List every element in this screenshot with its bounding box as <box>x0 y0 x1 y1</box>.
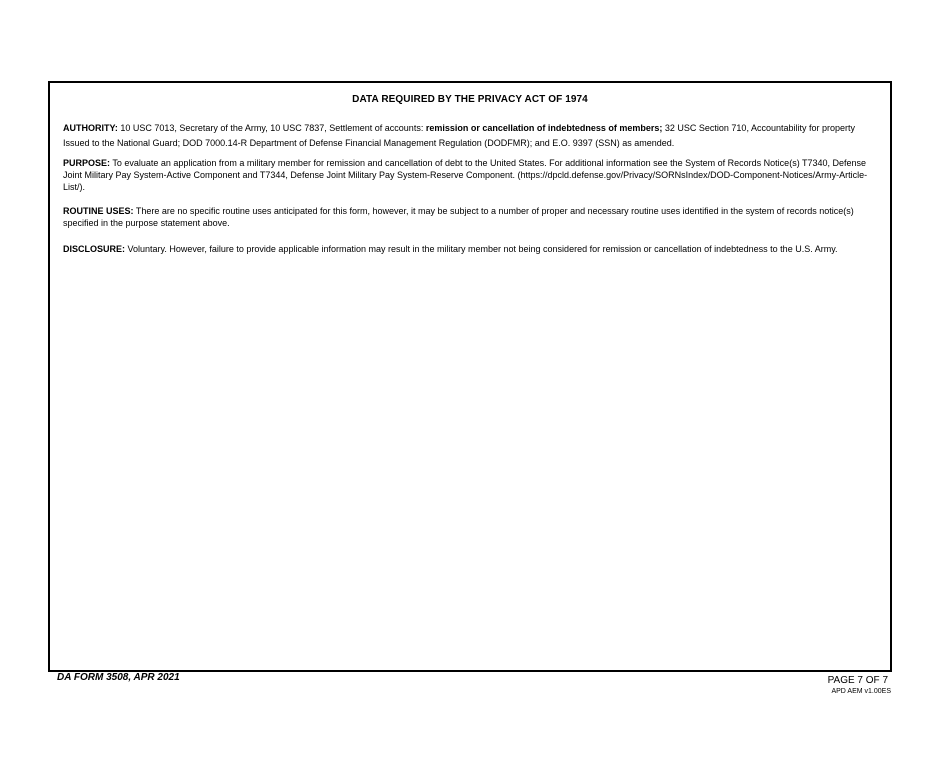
routine-uses-paragraph <box>63 205 881 229</box>
privacy-act-statement-box <box>48 81 892 672</box>
authority-text-part2: 32 USC Section 710, Accountability for property Issued to the National Guard; DOD 7000.14-R Department of Defense Financial Management Regulation (DODFMR); and E.O. 9397 (SSN) as amended. <box>63 123 855 148</box>
authority-label: AUTHORITY: <box>63 123 118 133</box>
routine-uses-label: ROUTINE USES: <box>63 206 134 216</box>
purpose-text: To evaluate an application from a military member for remission and cancellation of debt to the United States. For additional information see the System of Records Notice(s) T7340, Defense Joint Military Pay System-Active Component and T7344, Defense Joint Military Pay System-Reserve Component. (https://dpcld.defense.gov/Privacy/SORNsIndex/DOD-Component-Notices/Army-Article-List/). <box>63 158 868 192</box>
authority-text-part1: 10 USC 7013, Secretary of the Army, 10 USC 7837, Settlement of accounts: <box>117 123 426 133</box>
authority-paragraph <box>63 121 881 151</box>
authority-bold-text: remission or cancellation of indebtedness of members; <box>425 123 663 133</box>
version-label: APD AEM v1.00ES <box>831 688 891 695</box>
purpose-label: PURPOSE: <box>63 158 111 168</box>
routine-uses-text: There are no specific routine uses anticipated for this form, however, it may be subject to a number of proper and necessary routine uses identified in the system of records notice(s) specified in the purpose statement above. <box>63 206 854 228</box>
disclosure-paragraph <box>63 242 881 257</box>
page-number: PAGE 7 OF 7 <box>827 675 888 686</box>
form-title: DATA REQUIRED BY THE PRIVACY ACT OF 1974 <box>352 94 588 105</box>
disclosure-text: Voluntary. However, failure to provide applicable information may result in the military member not being considered for remission or cancellation of indebtedness to the U.S. Army. <box>125 244 838 254</box>
disclosure-label: DISCLOSURE: <box>63 244 126 254</box>
purpose-paragraph <box>63 157 881 193</box>
form-identifier: DA FORM 3508, APR 2021 <box>57 672 180 683</box>
